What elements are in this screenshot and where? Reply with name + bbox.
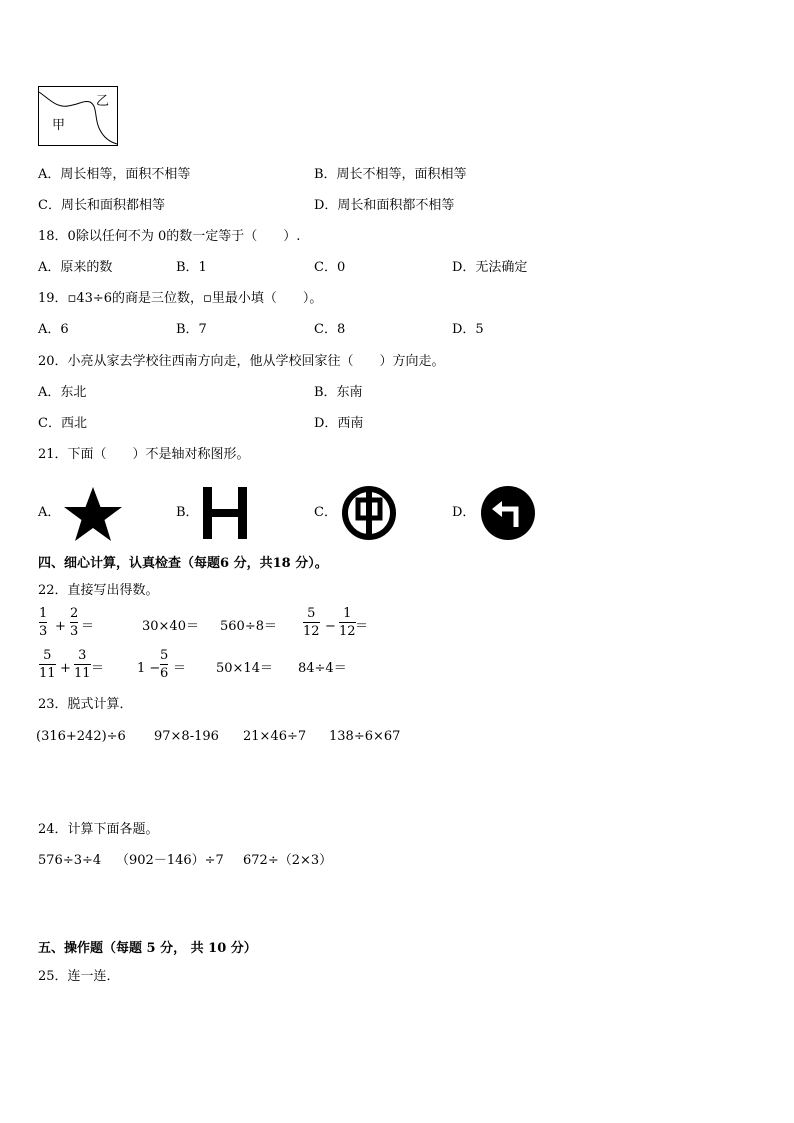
denominator: 11 xyxy=(74,666,91,681)
plus-sign: + xyxy=(55,619,66,634)
q21-option-c[interactable]: C． xyxy=(314,505,337,520)
q19-option-c[interactable]: C．8 xyxy=(314,322,346,337)
q17-figure xyxy=(38,86,118,146)
q19-option-d[interactable]: D．5 xyxy=(452,322,484,337)
denominator: 11 xyxy=(39,666,56,681)
plus-sign: + xyxy=(60,661,71,676)
numerator: 1 xyxy=(39,606,48,621)
equals-sign: ＝ xyxy=(355,619,369,634)
denominator: 12 xyxy=(303,624,320,639)
q25-question: 25．连一连． xyxy=(38,969,120,984)
denominator: 12 xyxy=(339,624,356,639)
q17-option-d[interactable]: D．周长和面积都不相等 xyxy=(314,198,455,213)
q22-expression-84div4: 84÷4＝ xyxy=(298,661,347,676)
letter-h-icon xyxy=(203,487,247,539)
q20-question: 20．小亮从家去学校往西南方向走，他从学校回家往（ ）方向走。 xyxy=(38,354,445,369)
fraction-3-11 xyxy=(74,648,91,681)
fraction-bar xyxy=(160,664,168,665)
q18-option-d[interactable]: D．无法确定 xyxy=(452,260,528,275)
one-minus: 1 − xyxy=(137,661,161,676)
q22-expression-50x14: 50×14＝ xyxy=(216,661,273,676)
fraction-bar xyxy=(39,664,56,665)
q23-expression-1: (316+242)÷6 xyxy=(36,729,126,744)
q21-question: 21．下面（ ）不是轴对称图形。 xyxy=(38,447,250,462)
fraction-1-3 xyxy=(39,606,47,639)
q19-question: 19．▫43÷6的商是三位数，▫里最小填（ ）。 xyxy=(38,291,323,306)
figure-label-yi: 乙 xyxy=(96,94,110,109)
q17-option-a[interactable]: A．周长相等，面积不相等 xyxy=(38,167,191,182)
denominator: 3 xyxy=(70,624,79,639)
q17-option-b[interactable]: B．周长不相等，面积相等 xyxy=(314,167,467,182)
bank-logo-icon xyxy=(341,485,397,541)
q22-expression-30x40: 30×40＝ xyxy=(142,619,199,634)
q19-option-b[interactable]: B．7 xyxy=(176,322,207,337)
denominator: 3 xyxy=(39,624,48,639)
q20-option-c[interactable]: C．西北 xyxy=(38,416,87,431)
q20-option-a[interactable]: A．东北 xyxy=(38,385,87,400)
q18-question: 18．0除以任何不为 0的数一定等于（ ）. xyxy=(38,229,301,244)
star-icon xyxy=(62,486,124,542)
q23-expression-4: 138÷6×67 xyxy=(329,729,401,744)
fraction-bar xyxy=(70,622,78,623)
q21-option-a[interactable]: A． xyxy=(38,505,61,520)
fraction-2-3 xyxy=(70,606,78,639)
q21-option-b[interactable]: B． xyxy=(176,505,199,520)
numerator: 1 xyxy=(343,606,352,621)
equals-sign: ＝ xyxy=(91,661,105,676)
q22-question: 22．直接写出得数。 xyxy=(38,583,159,598)
section-4-title: 四、细心计算，认真检查（每题6 分，共18 分）。 xyxy=(38,556,328,571)
fraction-1-12 xyxy=(339,606,356,639)
q17-option-c[interactable]: C．周长和面积都相等 xyxy=(38,198,165,213)
q18-option-c[interactable]: C．0 xyxy=(314,260,346,275)
fraction-bar xyxy=(39,622,47,623)
numerator: 5 xyxy=(43,648,52,663)
figure-label-jia: 甲 xyxy=(52,118,66,133)
q19-option-a[interactable]: A．6 xyxy=(38,322,69,337)
fraction-bar xyxy=(339,622,356,623)
turn-left-sign-icon xyxy=(480,485,536,541)
q24-expression-3: 672÷（2×3） xyxy=(243,853,333,868)
numerator: 5 xyxy=(307,606,316,621)
q20-option-b[interactable]: B．东南 xyxy=(314,385,363,400)
numerator: 2 xyxy=(70,606,79,621)
numerator: 3 xyxy=(78,648,87,663)
fraction-5-6 xyxy=(160,648,168,681)
q18-option-a[interactable]: A．原来的数 xyxy=(38,260,113,275)
equals-sign: ＝ xyxy=(81,619,95,634)
q23-question: 23．脱式计算． xyxy=(38,697,133,712)
fraction-bar xyxy=(74,664,91,665)
fraction-bar xyxy=(303,622,320,623)
q24-question: 24．计算下面各题。 xyxy=(38,822,159,837)
q23-expression-2: 97×8-196 xyxy=(154,729,219,744)
q20-option-d[interactable]: D．西南 xyxy=(314,416,364,431)
q21-option-d[interactable]: D． xyxy=(452,505,476,520)
q18-option-b[interactable]: B．1 xyxy=(176,260,207,275)
denominator: 6 xyxy=(160,666,169,681)
numerator: 5 xyxy=(160,648,169,663)
equals-sign: ＝ xyxy=(173,661,187,676)
q23-expression-3: 21×46÷7 xyxy=(243,729,307,744)
q24-expression-1: 576÷3÷4 xyxy=(38,853,102,868)
fraction-5-12 xyxy=(303,606,320,639)
section-5-title: 五、操作题（每题 5 分， 共 10 分） xyxy=(38,941,257,956)
q22-expression-560div8: 560÷8＝ xyxy=(220,619,277,634)
minus-sign: − xyxy=(325,619,336,634)
q24-expression-2: （902－146）÷7 xyxy=(116,853,224,868)
fraction-5-11 xyxy=(39,648,56,681)
